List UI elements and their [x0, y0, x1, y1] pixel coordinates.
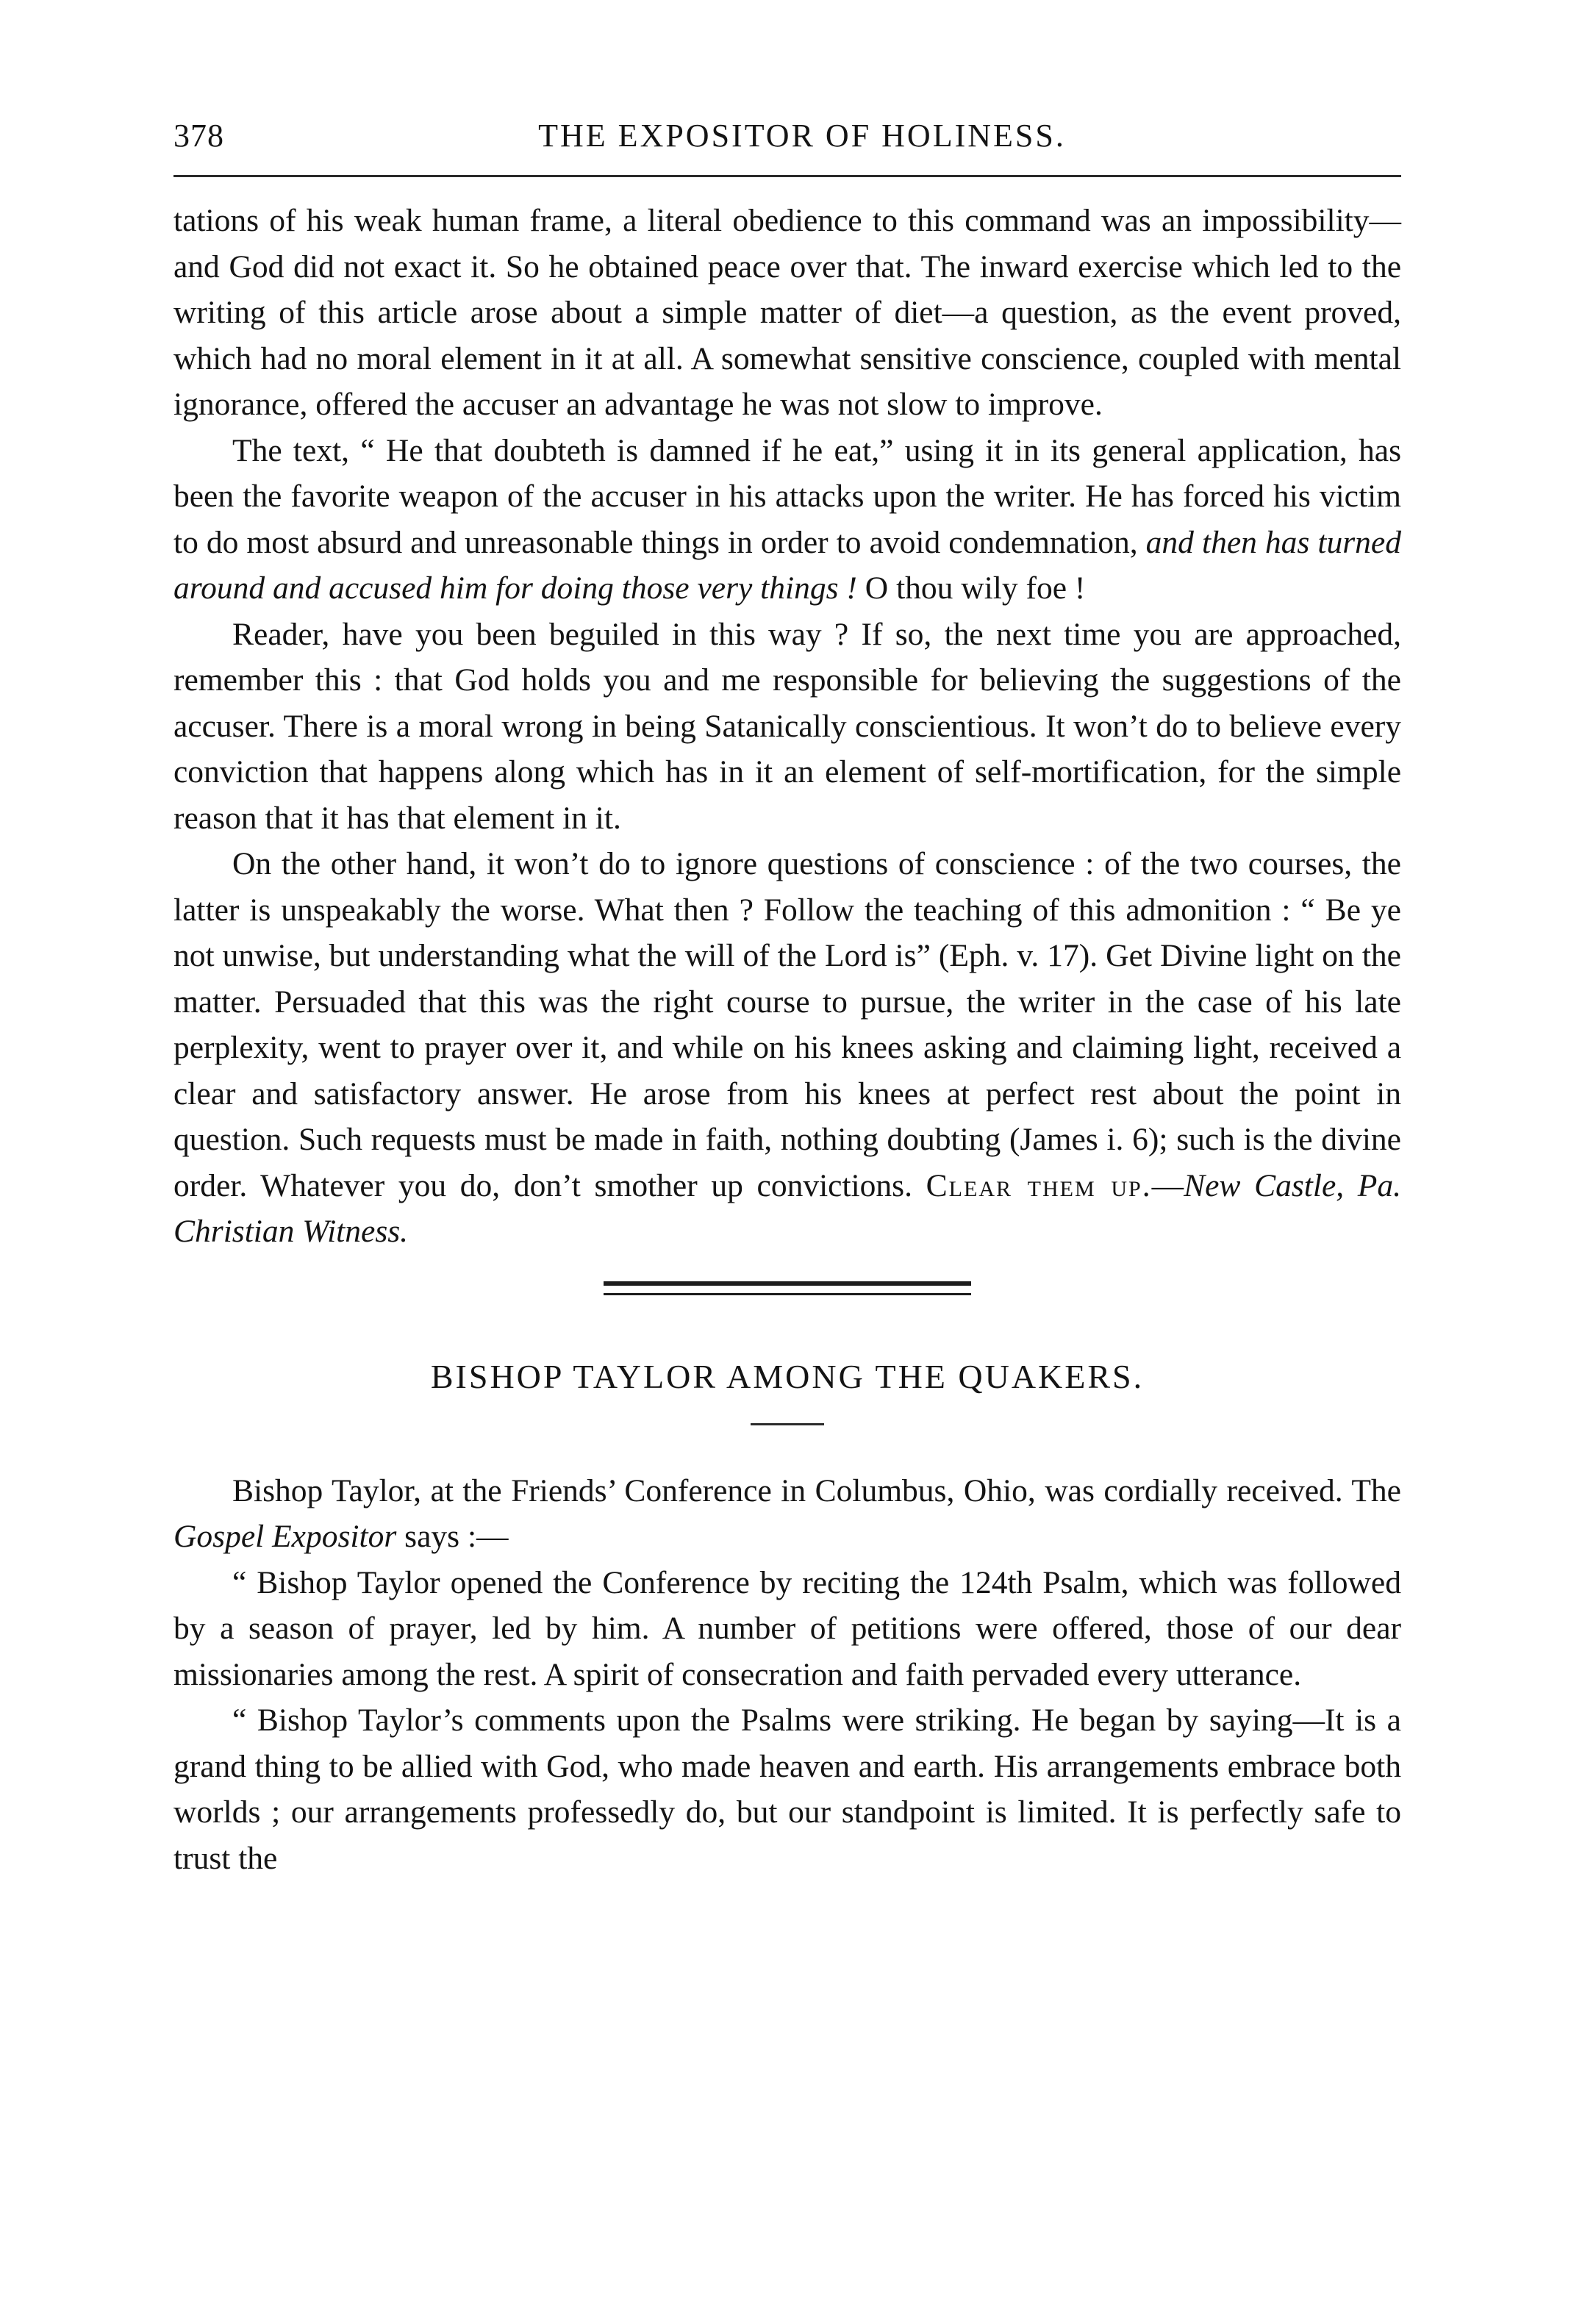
article-title: BISHOP TAYLOR AMONG THE QUAKERS.: [430, 1357, 1145, 1395]
article-place: New Castle, Pa.: [1184, 1167, 1402, 1203]
paragraph-4-dash: —: [1151, 1167, 1184, 1203]
paragraph-4: [173, 841, 1401, 1255]
paragraph-1: tations of his weak human frame, a literal obedience to this command was an impossibility—and God did not exact it. So he obtained peace over that. The inward exercise which led to the writing of this article arose about a simple matter of diet—a question, as the event proved, which had no moral element in it at all. A somewhat sensitive conscience, coupled with mental ignorance, offered the accuser an advantage he was not slow to improve.: [173, 203, 1401, 422]
paragraph-2-text: The text, “ He that doubteth is damned if he eat,” using it in its general application, has been the favorite weapon of the accuser in his attacks upon the writer. He has forced his victim to do most absurd and unreasonable things in order to avoid condemnation,: [173, 432, 1401, 560]
paragraph-7: “ Bishop Taylor’s comments upon the Psalms were striking. He began by saying—It is a grand thing to be allied with God, who made heaven and earth. His arrangements embrace both worlds ; our arrangements professedly do, but our standpoint is limited. It is perfectly safe to trust the: [173, 1703, 1401, 1876]
page: [173, 110, 1401, 1881]
paragraph-2-exclamation: O thou wily foe !: [865, 570, 1086, 606]
article-source: Christian Witness.: [173, 1214, 409, 1249]
paragraph-5-text: Bishop Taylor, at the Friends’ Conference in Columbus, Ohio, was cordially received. The: [232, 1472, 1401, 1508]
paragraph-6: “ Bishop Taylor opened the Conference by reciting the 124th Psalm, which was followed by a season of prayer, led by him. A number of petitions were offered, those of our dear missionaries among the rest. A spirit of consecration and faith pervaded every utterance.: [173, 1564, 1401, 1692]
article-continued: [173, 198, 1401, 1255]
title-rule: [751, 1423, 824, 1425]
paragraph-4-text: On the other hand, it won’t do to ignore questions of conscience : of the two courses, the latter is unspeakably the worse. What then ? Follow the teaching of this admonition : “ Be ye not unwise, but understanding what the will of the Lord is” (Eph. v. 17). Get Divine light on the matter. Persuaded that this was the right course to pursue, the writer in the case of his late perplexity, went to prayer over it, and while on his knees asking and claiming light, received a clear and satisfactory answer. He arose from his knees at perfect rest about the point in question. Such requests must be made in faith, nothing doubting (James i. 6); such is the divine order. Whatever you do, don’t smother up convictions.: [173, 846, 1401, 1203]
paragraph-2: [173, 428, 1401, 612]
paragraph-5-end: says :—: [404, 1519, 509, 1554]
running-title: THE EXPOSITOR OF HOLINESS.: [538, 118, 1066, 154]
divider-thin-line: [604, 1293, 971, 1295]
page-number: 378: [173, 118, 224, 154]
paragraph-4-closing: Clear them up.: [926, 1167, 1152, 1203]
paragraph-5: [173, 1468, 1401, 1560]
paragraph-3: Reader, have you been beguiled in this way ? If so, the next time you are approached, remember this : that God holds you and me responsible for believing the suggestions of the accuser. There is a moral wrong in being Satanically conscientious. It won’t do to believe every conviction that happens along which has in it an element of self-mortification, for the simple reason that it has that element in it.: [173, 616, 1401, 836]
publication-name: Gospel Expositor: [173, 1519, 397, 1554]
header-rule: [173, 175, 1401, 177]
running-head: [173, 110, 1401, 162]
paragraph-2-emphasis: and then has turned around and accused him for doing those very things !: [173, 524, 1401, 606]
section-divider: [604, 1281, 971, 1295]
article-body: [173, 1468, 1401, 1882]
